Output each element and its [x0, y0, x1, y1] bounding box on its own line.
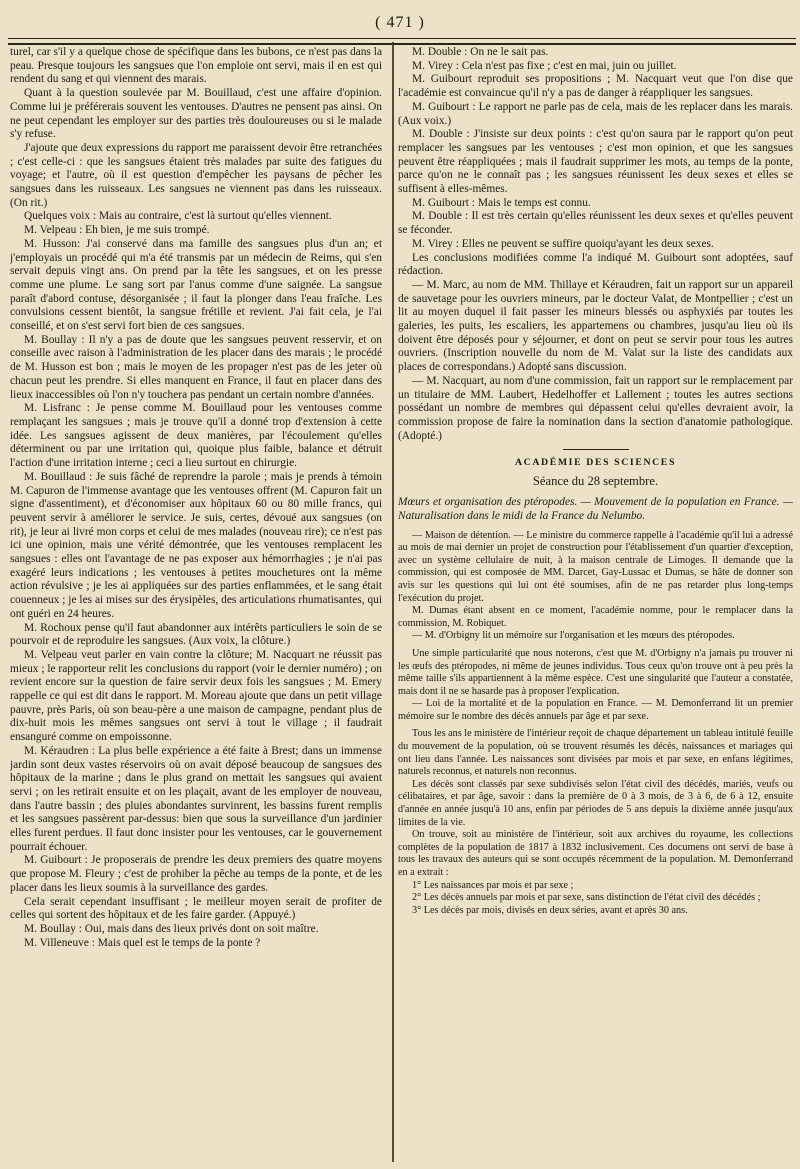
- paragraph: M. Rochoux pense qu'il faut abandonner aux intérêts particuliers le soin de se pourvoir et de reproduire les sangsues. (Aux voix, la clôture.): [10, 621, 382, 648]
- paragraph: M. Bouillaud : Je suis fâché de reprendre la parole ; mais je prends à témoin M. Capuron de l'immense avantage que les ventouses offrent (M. Capuron fait un signe d'assentiment), et d'économiser aux hôpitaux 60 ou 80 mille francs, qui peuvent servir à améliorer le service. Je suis, certes, dévoué aux sangsues (on rit), je leur ai livré mon corps et celui de mes malades (nouveau rire); ce n'est pas ici une opinion, mais une vérité démontrée, que les ventouses remplacent les sangsues : elles ont l'avantage de ne pas exposer aux hémorrhagies ; je n'ai pas exagéré leurs indications ; les ventouses à petites mouchetures ont la même action révulsive ; je les ai appliquées sur des parties enflammées, et le sang était couenneux ; je les ai mises sur des érysipèles, des articulations rhumatisantes, qui ont guéri en 24 heures.: [10, 470, 382, 620]
- paragraph: M. Double : Il est très certain qu'elles réunissent les deux sexes et qu'elles peuvent se féconder.: [398, 210, 793, 237]
- paragraph: — Maison de détention. — Le ministre du commerce rappelle à l'académie qu'il lui a adressé au mois de mai dernier un projet de construction pour l'établissement d'un quartier d'exception, avec un système cellulaire de nuit, à la maison centrale de Limoges. Il demande que la commission, qui est composée de MM. Darcet, Gay-Lussac et Dumas, se hâte de donner son avis sur les questions qui lui ont été soumises, afin de ne pas retarder plus long-temps l'exécution du projet.: [398, 529, 793, 604]
- paragraph: — M. d'Orbigny lit un mémoire sur l'organisation et les mœurs des ptéropodes.: [412, 630, 735, 642]
- paragraph: Les décès sont classés par sexe subdivisés selon l'état civil des décédés, mariés, veufs ou célibataires, et par âge, savoir : dans la première de 0 à 3 mois, de 3 à 6, de 6 à 12, ensuite d'année en année jusqu'à 10 ans, enfin par périodes de 5 ans depuis la dixième année jusqu'aux limites de la vie.: [398, 778, 793, 828]
- paragraph: M. Kéraudren : La plus belle expérience a été faite à Brest; dans un immense jardin sont deux vastes réservoirs où on avait déposé beaucoup de sangsues des hôpitaux de la marine ; dans le plus grand on mettait les sangsues qui avaient servi ; on les retirait ensuite et on les plaçait, avant de les employer de nouveau, dans l'autre bassin ; des pluies abondantes survinrent, les bassins furent remplis et les sangsues passèrent par-dessus: bien que sous la surveillance d'un jardinier elles furent perdues. Il faut donc insister pour les ventouses, car le gouvernement pourrait échouer.: [10, 744, 382, 853]
- paragraph: M. Guibourt reproduit ses propositions ; M. Nacquart veut que l'on dise que l'académie est convaincue qu'il n'y a pas de danger à réappliquer les sangsues.: [398, 73, 793, 100]
- paragraph: On trouve, soit au ministère de l'intérieur, soit aux archives du royaume, les collections complètes de la population de 1817 à 1832 inclusivement. Ces documens ont servi de base à tous les travaux des auteurs qui se sont occupés récemment de la population. M. Demonferrand en a extrait :: [398, 829, 793, 879]
- page-number: ( 471 ): [375, 14, 425, 31]
- right-column: [398, 46, 793, 1164]
- paragraph: Quant à la question soulevée par M. Bouillaud, c'est une affaire d'opinion. Comme lui je préférerais souvent les ventouses. D'autres ne pensent pas ainsi. On ne peut cependant les employer sur des parties très douloureuses ou si le malade s'y refuse.: [10, 87, 382, 141]
- paragraph: M. Villeneuve : Mais quel est le temps de la ponte ?: [24, 936, 261, 949]
- paragraph: turel, car s'il y a quelque chose de spécifique dans les bubons, ce n'est pas dans la peau. Presque toujours les sangsues que l'on emploie ont servi, mais il en est qui rendent du sang et qui viennent des marais.: [10, 46, 382, 86]
- list-item: 1° Les naissances par mois et par sexe ;: [412, 879, 574, 891]
- paragraph: M. Virey : Cela n'est pas fixe ; c'est en mai, juin ou juillet.: [412, 59, 677, 72]
- paragraph: J'ajoute que deux expressions du rapport me paraissent devoir être retranchées ; c'est celle-ci : que les sangsues étaient très malades par suite des fatigues du voyage; et l'autre, où il est question d'empêcher les paysans de pêcher les sangsues dans les ruisseaux. Les sangsues ne viennent pas dans les ruisseaux. (On rit.): [10, 141, 382, 209]
- list-item: 2° Les décès annuels par mois et par sexe, sans distinction de l'état civil des décédés ;: [412, 892, 761, 904]
- paragraph: — M. Marc, au nom de MM. Thillaye et Kéraudren, fait un rapport sur un appareil de sauvetage pour les ouvriers mineurs, par le docteur Valat, de Montpellier ; c'est un lit au moyen duquel il fait passer les mineurs blessés ou asphyxiés par toutes les galeries, les puits, les escaliers, les appartemens ou chambres, jusqu'au lieu où ils doivent être déposés pour y séjourner, et dont on peut se servir pour tous les autres ouvriers. (Inscription nouvelle du nom de M. Valat sur la liste des candidats aux places de correspondans.) Adopté sans discussion.: [398, 278, 793, 374]
- paragraph: — Loi de la mortalité et de la population en France. — M. Demonferrand lit un premier mémoire sur le nombre des décès annuels par âge et par sexe.: [398, 698, 793, 722]
- paragraph: Quelques voix : Mais au contraire, c'est là surtout qu'elles viennent.: [24, 210, 332, 223]
- paragraph: Les conclusions modifiées comme l'a indiqué M. Guibourt sont adoptées, sauf rédaction.: [398, 251, 793, 278]
- list-item: 3° Les décès par mois, divisés en deux séries, avant et après 30 ans.: [412, 904, 688, 916]
- header-rule: [8, 38, 796, 45]
- paragraph: M. Guibourt : Mais le temps est connu.: [412, 196, 591, 209]
- paragraph: M. Lisfranc : Je pense comme M. Bouillaud pour les ventouses comme remplaçant les sangsues ; mais je trouve qu'il a donné trop d'extension à cette idée. Les sangsues agissent de deux manières, par l'écoulement qu'elles déterminent ou par une irritation qui, quoique plus faible, balance et détruit l'action d'une irritation interne ; ceci a lieu surtout en chirurgie.: [10, 402, 382, 470]
- paragraph: M. Double : J'insiste sur deux points : c'est qu'on saura par le rapport qu'on peut remplacer les sangsues par les ventouses ; c'est mon opinion, et que les sangsues peuvent être réappliquées ; mais il faudrait supprimer les mots, au temps de la ponte, parce qu'on ne le connaît pas ; les sangsues réunissent les deux sexes et elles se suffisent à elles-mêmes.: [398, 128, 793, 196]
- paragraph: M. Husson: J'ai conservé dans ma famille des sangsues plus d'un an; et j'employais un procédé qui m'a été transmis par un médecin de Reims, qui s'en servait depuis vingt ans. On prend par la tête les sangsues, et on les presse comme une plume. Le sang sort par l'anus comme d'une saignée. La sangsue paraît d'abord contuse, désorganisée ; il faut la plonger dans l'eau fraîche. Les convulsions cessent bientôt, la sangsue frétille et revient. J'ai fait cela, je l'ai conseillé, et on s'est servi fort bien de ces sangsues.: [10, 237, 382, 333]
- paragraph: M. Velpeau veut parler en vain contre la clôture; M. Nacquart ne réussit pas mieux ; le rapporteur relit les conclusions du rapport (voir le dernier numéro) ; on revient encore sur la question de faire servir deux fois les sangsues ; M. Emery rappelle ce qui est dit dans le rapport. M. Moreau ajoute que dans un petit village pauvre, près Paris, où son beau-père a une maison de campagne, pendant plus de dix-huit mois les mêmes sangsues ont servi à tout le village ; il faudrait ensanguré comme on empoissonne.: [10, 648, 382, 744]
- section-separator: [563, 449, 629, 450]
- paragraph: M. Virey : Elles ne peuvent se suffire quoiqu'ayant les deux sexes.: [412, 237, 714, 250]
- section-heading: ACADÉMIE DES SCIENCES: [515, 457, 676, 469]
- session-date: Séance du 28 septembre.: [532, 474, 659, 489]
- paragraph: Tous les ans le ministère de l'intérieur reçoit de chaque département un tableau intitulé feuille du mouvement de la population, où se trouvent résumés les décès, naissances et mariages qui ont lieu dans l'année. Les naissances sont divisées par mois et par sexe, en enfans légitimes, naturels reconnus, et naturels non reconnus.: [398, 728, 793, 778]
- paragraph: Une simple particularité que nous noterons, c'est que M. d'Orbigny n'a jamais pu trouver ni les œufs des ptéropodes, ni même de jeunes individus. Tous ceux qu'on trouve ont à peu près la même taille s'ils appartiennent à la même espèce. C'est une singularité que l'auteur a constatée, mais dont il ne se hasarde pas à proposer l'explication.: [398, 647, 793, 697]
- paragraph: M. Guibourt : Je proposerais de prendre les deux premiers des quatre moyens que propose M. Fleury ; c'est de prohiber la pêche au temps de la ponte, et de les placer dans les lieux soumis à la surveillance des gardes.: [10, 854, 382, 894]
- paragraph: M. Dumas étant absent en ce moment, l'académie nomme, pour le remplacer dans la commission, M. Robiquet.: [398, 605, 793, 629]
- paragraph: Cela serait cependant insuffisant ; le meilleur moyen serait de profiter de celles qui sortent des hôpitaux et de les faire garder. (Appuyé.): [10, 895, 382, 922]
- paragraph: M. Boullay : Oui, mais dans des lieux privés dont on soit maître.: [24, 923, 319, 935]
- paragraph: M. Guibourt : Le rapport ne parle pas de cela, mais de les replacer dans les marais. (Aux voix.): [398, 100, 793, 127]
- column-divider: [392, 42, 394, 1162]
- section-summary: Mœurs et organisation des ptéropodes. — Mouvement de la population en France. — Naturalisation dans le midi de la France du Nelumbo.: [398, 496, 793, 522]
- paragraph: M. Boullay : Il n'y a pas de doute que les sangsues peuvent resservir, et on conseille avec raison à l'administration de les placer dans des marais ; le procédé de M. Husson est bon ; mais le moyen de les propager n'est pas de les jeter où chacun peut les prendre. Si elles manquent en France, il faut en placer dans des lieux inaccessibles où l'on n'y touchera pas pendant un certain nombre d'années.: [10, 333, 382, 401]
- paragraph: M. Velpeau : Eh bien, je me suis trompé.: [24, 224, 210, 237]
- paragraph: — M. Nacquart, au nom d'une commission, fait un rapport sur le remplacement par un titulaire de MM. Laubert, Hedelhoffer et Lallement ; toutes les autres sections possédant un nombre de membres qui dépassent celui qu'elles devraient avoir, la commission propose de faire la nomination dans la section d'anatomie pathologique. (Adopté.): [398, 374, 793, 442]
- paragraph: M. Double : On ne le sait pas.: [412, 46, 549, 58]
- left-column: [10, 46, 382, 1164]
